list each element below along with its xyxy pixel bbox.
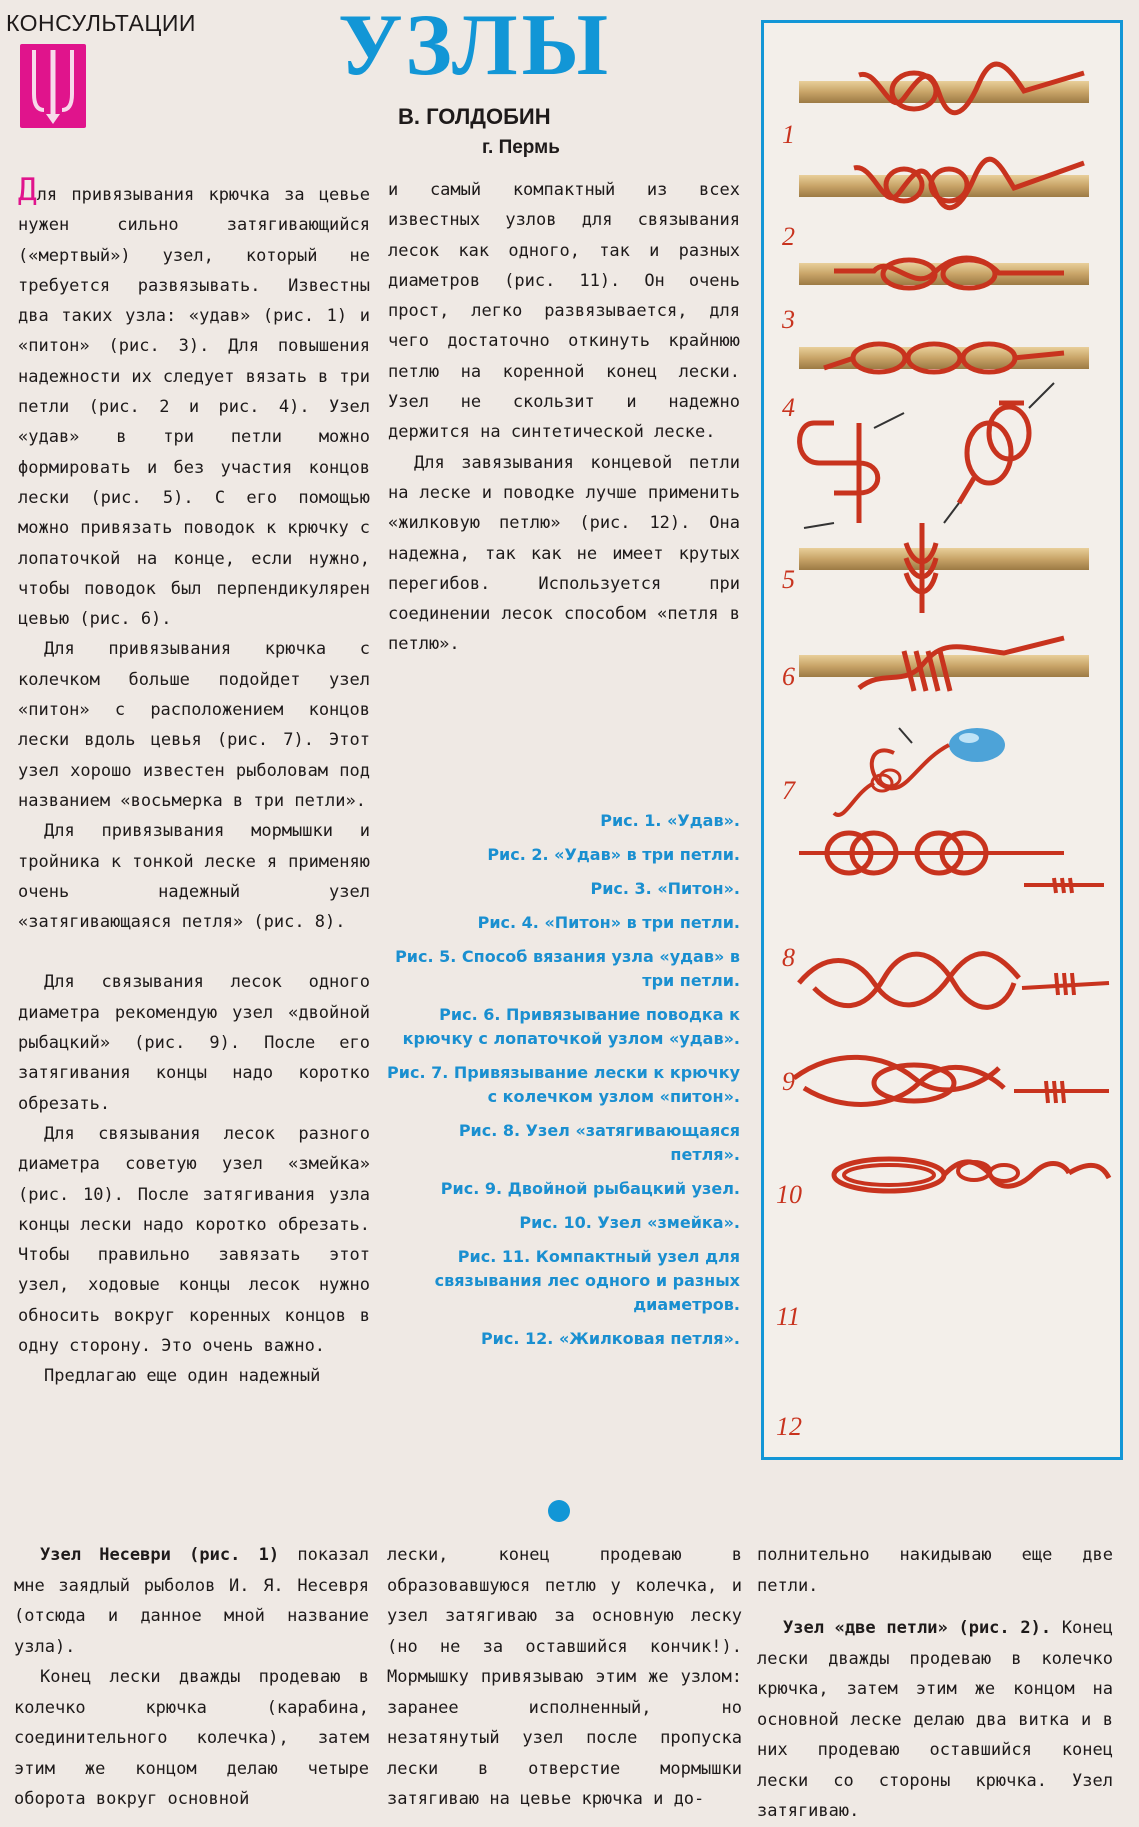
caption-11: Рис. 11. Компактный узел для связывания лес одного и разных диаметров. xyxy=(434,1247,740,1314)
figure-number-2: 2 xyxy=(782,222,795,251)
paragraph: Конец лески дважды продеваю в колечко крючка (карабина, соединительного колечка), затем этим же концом делаю четыре оборота вокруг основной xyxy=(14,1667,369,1809)
figure-1 xyxy=(799,64,1089,113)
paragraph xyxy=(14,1540,369,1662)
paragraph-lead: Узел Несеври (рис. 1) xyxy=(40,1545,280,1565)
paragraph: и самый компактный из всех известных узлов для связывания лесок как одного, так и разных диаметров (рис. 11). Он очень прост, легко развязывается, для чего достаточно откинуть крайнюю петлю на коренной конец лески. Узел не скользит и надежно держится на синтетической леске. xyxy=(388,180,740,443)
section-label: КОНСУЛЬТАЦИИ xyxy=(6,10,196,36)
caption-2: Рис. 2. «Удав» в три петли. xyxy=(487,845,740,864)
paragraph: Для завязывания концевой петли на леске и поводке лучше применить «жилковую петлю» (рис. 12). Она надежна, так как не имеет крутых перегибов. Используется при соединении лесок способом «петля в петлю». xyxy=(388,452,740,655)
knot-figures-panel xyxy=(761,20,1123,1460)
bottom-column-3 xyxy=(757,1540,1113,1827)
figure-10 xyxy=(799,954,1109,1008)
figure-8 xyxy=(834,728,1005,815)
figure-6 xyxy=(799,523,1089,613)
figure-3 xyxy=(799,258,1089,288)
figure-number-7: 7 xyxy=(782,776,795,805)
paragraph-lead: Узел «две петли» (рис. 2). xyxy=(783,1618,1052,1638)
paragraph: лески, конец продеваю в образовавшуюся петлю у колечка, и узел затягиваю за основную леску (но не за оставшийся кончик!). Мормышку привязываю этим же узлом: заранее исполненный, но незатянутый узел после пропуска лески в отверстие мормышки затягиваю на цевье крючка и до- xyxy=(387,1545,742,1809)
author-name: В. ГОЛДОБИН xyxy=(398,104,551,129)
figure-captions xyxy=(384,809,740,1361)
caption-8: Рис. 8. Узел «затягивающаяся петля». xyxy=(458,1121,740,1164)
figure-number-9: 9 xyxy=(782,1067,795,1096)
figure-number-5: 5 xyxy=(782,565,795,594)
paragraph: Предлагаю еще один надежный xyxy=(44,1366,321,1387)
figure-number-1: 1 xyxy=(782,120,795,149)
figure-number-6: 6 xyxy=(782,662,795,691)
figure-number-4: 4 xyxy=(782,393,795,422)
caption-6: Рис. 6. Привязывание поводка к крючку с лопаточкой узлом «удав». xyxy=(402,1005,740,1048)
caption-10: Рис. 10. Узел «змейка». xyxy=(519,1213,740,1232)
paragraph: Для привязывания крючка с колечком больше подойдет узел «питон» с расположением концов лески вдоль цевья (рис. 7). Этот узел хорошо известен рыболовам под названием «восьмерка в три петли». xyxy=(18,639,370,811)
figure-7 xyxy=(799,638,1089,691)
caption-1: Рис. 1. «Удав». xyxy=(600,811,740,830)
paragraph: Для связывания лесок одного диаметра рекомендую узел «двойной рыбацкий» (рис. 9). После его затягивания концы надо коротко обрезать. xyxy=(18,972,370,1114)
figure-2 xyxy=(799,159,1089,208)
paragraph xyxy=(757,1613,1113,1827)
paragraph: Для связывания лесок разного диаметра советую узел «змейка» (рис. 10). После затягивания узла концы лески надо коротко обрезать. Чтобы правильно завязать этот узел, ходовые концы лесок нужно обносить вокруг коренных концов в одну сторону. Это очень важно. xyxy=(18,1123,370,1356)
figure-11 xyxy=(794,1057,1109,1104)
figure-5 xyxy=(800,383,1054,528)
caption-3: Рис. 3. «Питон». xyxy=(590,879,740,898)
figure-number-8: 8 xyxy=(782,943,795,972)
paragraph-text: ля привязывания крючка за цевье нужен сильно затягивающийся («мертвый») узел, который не требуется развязывать. Известны два таких узла: «удав» (рис. 1) и «питон» (рис. 3). Для повышения надежности их следует вязать в три петли (рис. 2 и рис. 4). Узел «удав» в три петли можно формировать и без участия концов лески (рис. 5). С его помощью можно привязать поводок к крючку с лопаточкой на конце, если нужно, чтобы поводок был перпендикулярен цевью (рис. 6). xyxy=(18,185,370,630)
caption-4: Рис. 4. «Питон» в три петли. xyxy=(477,913,740,932)
figure-numbers xyxy=(776,120,802,1441)
paragraph: полнительно накидываю еще две петли. xyxy=(757,1545,1113,1596)
caption-12: Рис. 12. «Жилковая петля». xyxy=(480,1329,740,1348)
page-title: УЗЛЫ xyxy=(338,0,612,94)
caption-5: Рис. 5. Способ вязания узла «удав» в три петли. xyxy=(395,947,740,990)
article-column-1 xyxy=(18,172,370,1392)
figure-number-12: 12 xyxy=(776,1412,802,1441)
paragraph: Для привязывания мормышки и тройника к тонкой леске я применяю очень надежный узел «затягивающаяся петля» (рис. 8). xyxy=(18,821,370,933)
section-logo xyxy=(20,44,86,128)
figure-4 xyxy=(799,344,1089,372)
caption-9: Рис. 9. Двойной рыбацкий узел. xyxy=(440,1179,740,1198)
author-city: г. Пермь xyxy=(482,137,560,158)
drop-cap: Д xyxy=(18,172,37,208)
bottom-column-1 xyxy=(14,1540,369,1815)
article-column-2 xyxy=(388,175,740,660)
figure-number-10: 10 xyxy=(776,1180,802,1209)
bottom-column-2 xyxy=(387,1540,742,1815)
figure-number-3: 3 xyxy=(782,305,795,334)
fishing-hooks-icon xyxy=(20,44,86,128)
figure-number-11: 11 xyxy=(776,1302,801,1331)
section-divider-dot xyxy=(548,1500,570,1522)
paragraph-text: Конец лески дважды продеваю в колечко крючка, затем этим же концом на основной леске делаю два витка и в них продеваю оставшийся конец лески со стороны крючка. Узел затягиваю. xyxy=(757,1618,1113,1821)
knot-illustrations xyxy=(764,23,1120,1457)
figure-9 xyxy=(799,833,1104,893)
figure-12 xyxy=(834,1159,1109,1191)
paragraph xyxy=(18,172,370,634)
caption-7: Рис. 7. Привязывание лески к крючку с колечком узлом «питон». xyxy=(387,1063,740,1106)
paragraph-text: показал мне заядлый рыболов И. Я. Несевря (отсюда и данное мной название узла). xyxy=(14,1545,369,1657)
